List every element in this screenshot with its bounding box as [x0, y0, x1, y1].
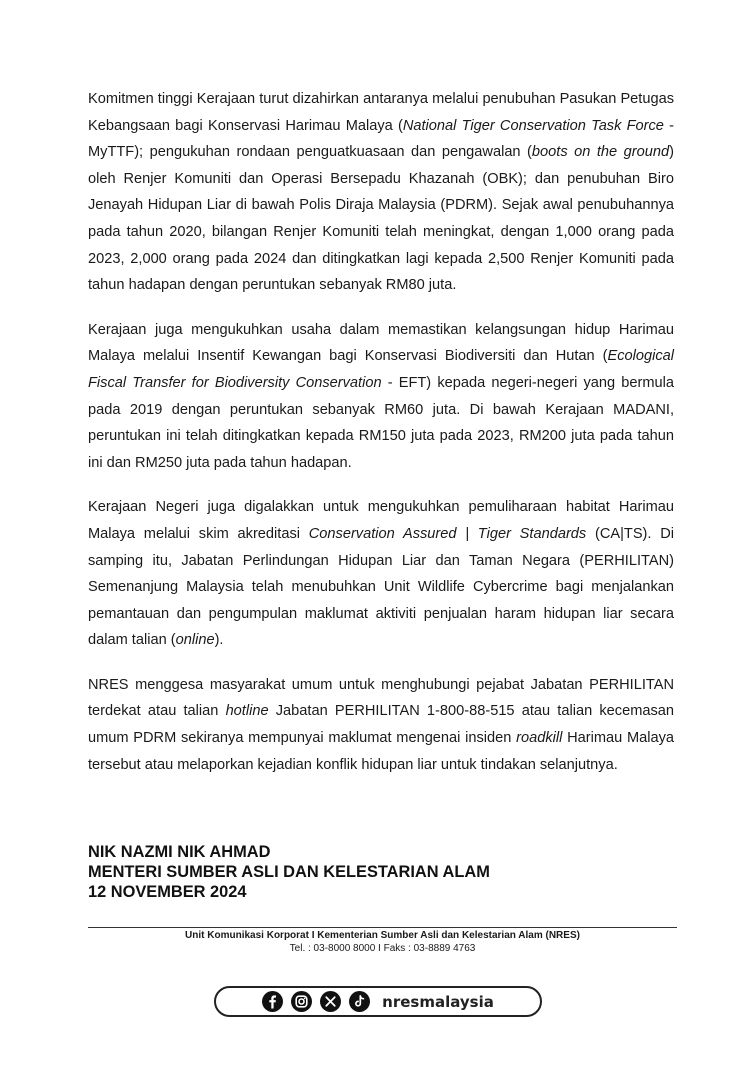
footer [88, 929, 677, 955]
tiktok-icon[interactable] [349, 991, 370, 1012]
text-run: Harimau Malaya tersebut atau melaporkan kejadian konflik hidupan liar untuk tindakan selanjutnya. [88, 730, 674, 773]
italic-term: hotline [225, 703, 269, 720]
paragraph-4 [88, 672, 674, 778]
footer-unit: Unit Komunikasi Korporat I Kementerian Sumber Asli dan Kelestarian Alam (NRES) [185, 930, 580, 941]
text-run: Komitmen tinggi Kerajaan turut dizahirkan antaranya melalui penubuhan Pasukan Petugas Kebangsaan bagi Konservasi Harimau Malaya ( [88, 91, 674, 134]
text-run: Jabatan PERHILITAN 1-800-88-515 atau talian kecemasan umum PDRM sekiranya mempunyai maklumat mengenai insiden [88, 703, 675, 747]
paragraph-3 [88, 494, 674, 654]
text-run: ). [214, 632, 224, 649]
social-media-bar [214, 986, 542, 1017]
italic-term: online [175, 632, 215, 649]
social-handle[interactable]: nresmalaysia [382, 992, 494, 1011]
text-run: - EFT) kepada negeri-negeri yang bermula pada 2019 dengan peruntukan sebanyak RM60 juta. Di bawah Kerajaan MADANI, peruntukan ini telah ditingkatkan kepada RM150 juta pada 2023, RM200 juta pada tahun ini dan RM250 juta pada tahun hadapan. [88, 374, 675, 471]
italic-term: roadkill [516, 730, 563, 747]
italic-term: National Tiger Conservation Task Force [402, 117, 664, 134]
paragraph-2 [88, 317, 674, 477]
text-run: (CA|TS). Di samping itu, Jabatan Perlindungan Hidupan Liar dan Taman Negara (PERHILITAN) Semenanjung Malaysia telah menubuhkan Unit Wildlife Cybercrime bagi menjalankan pemantauan dan pengumpulan maklumat aktiviti penjualan haram hidupan liar secara dalam talian ( [88, 525, 674, 649]
text-run: NRES menggesa masyarakat umum untuk menghubungi pejabat Jabatan PERHILITAN terdekat atau talian [88, 676, 674, 720]
press-release-body [88, 86, 674, 796]
footer-divider [88, 927, 677, 928]
signatory-title: MENTERI SUMBER ASLI DAN KELESTARIAN ALAM [88, 863, 490, 881]
signature-block [88, 842, 490, 902]
signatory-name: NIK NAZMI NIK AHMAD [88, 843, 271, 861]
paragraph-1 [88, 86, 674, 299]
instagram-icon[interactable] [291, 991, 312, 1012]
text-run: ) oleh Renjer Komuniti dan Operasi Bersepadu Khazanah (OBK); dan penubuhan Biro Jenayah Hidupan Liar di bawah Polis Diraja Malaysia (PDRM). Sejak awal penubuhannya pada tahun 2020, bilangan Renjer Komuniti telah meningkat, dengan 1,000 orang pada 2023, 2,000 orang pada 2024 dan ditingkatkan lagi kepada 2,500 Renjer Komuniti pada tahun hadapan dengan peruntukan sebanyak RM80 juta. [88, 144, 674, 294]
italic-term: Ecological Fiscal Transfer for Biodiversity Conservation [88, 348, 674, 391]
italic-term: boots on the ground [531, 144, 670, 161]
footer-contact: Tel. : 03-8000 8000 I Faks : 03-8889 4763 [289, 943, 476, 954]
text-run: Kerajaan juga mengukuhkan usaha dalam memastikan kelangsungan hidup Harimau Malaya melalui Insentif Kewangan bagi Konservasi Biodiversiti dan Hutan ( [88, 321, 674, 365]
text-run: - MyTTF); pengukuhan rondaan penguatkuasaan dan pengawalan ( [88, 117, 674, 161]
italic-term: Conservation Assured | Tiger Standards [308, 525, 587, 542]
text-run: Kerajaan Negeri juga digalakkan untuk mengukuhkan pemuliharaan habitat Harimau Malaya melalui skim akreditasi [88, 499, 674, 542]
release-date: 12 NOVEMBER 2024 [88, 883, 247, 901]
x-icon[interactable] [320, 991, 341, 1012]
facebook-icon[interactable] [262, 991, 283, 1012]
